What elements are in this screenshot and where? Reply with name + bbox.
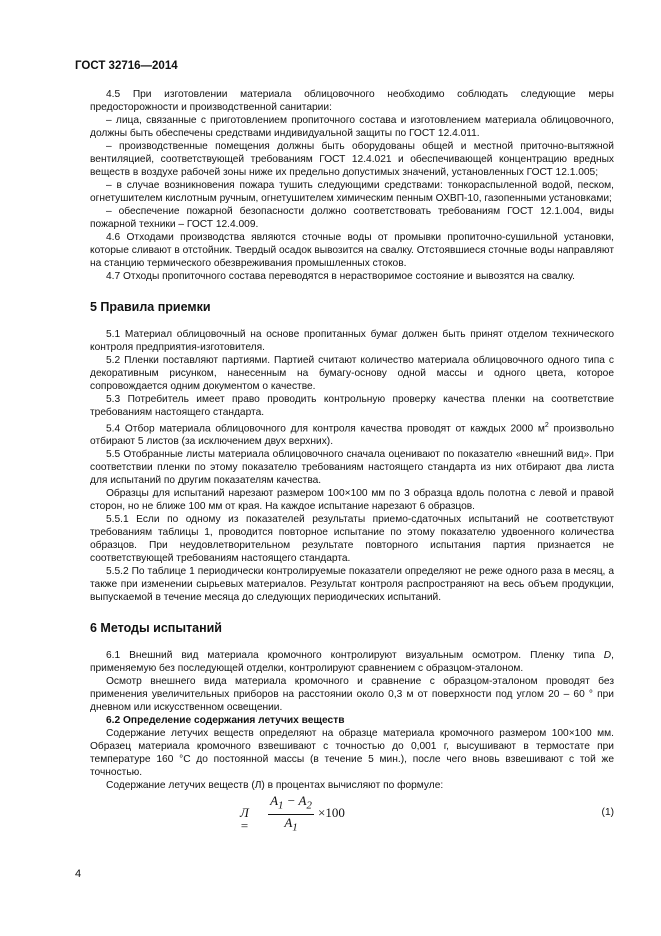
formula-denominator [268,815,314,835]
formula-minus: − [283,793,299,809]
superscript: 2 [544,422,549,429]
subsection-heading-6-2: 6.2 Определение содержания летучих веществ [106,715,345,727]
paragraph-5-3: 5.3 Потребитель имеет право проводить контрольную проверку качества пленки на соответствие требованиям настоящего стандарта. [90,394,614,418]
paragraph-6-2: Содержание летучих веществ определяют на образце материала кромочного размером 100×100 мм. Образец материала кромочного взвешивают с точностью до 0,001 г, высушивают в термостате при температуре 160 °С до постоянной массы (в течение 5 мин.), после чего вновь взвешивают с той же точностью. [90,728,614,779]
formula-rhs: ×100 [318,805,345,821]
paragraph-6-1-text: 6.1 Внешний вид материала кромочного контролируют визуальным осмотром. Пленку типа [106,650,604,662]
paragraph-4-7: 4.7 Отходы пропиточного состава переводятся в нерастворимое состояние и вывозятся на свалку. [106,271,575,282]
document-header: ГОСТ 32716—2014 [75,60,178,72]
paragraph-4-6: 4.6 Отходами производства являются сточные воды от промывки пропиточно-сушильной установки, которые сливают в отстойник. Твердый осадок вывозится на свалку. Отстоявшиеся сточные воды направляют на станцию термического обезвреживания промышленных стоков. [90,232,614,269]
paragraph-5-5-samples: Образцы для испытаний нарезают размером 100×100 мм по 3 образца вдоль полотна с левой и правой сторон, но не ближе 100 мм от края. На каждое испытание нарезают 6 образцов. [90,488,614,513]
formula-var: A [284,814,293,830]
formula-sub: 1 [278,799,284,812]
paragraph-4-5: 4.5 При изготовлении материала облицовочного необходимо соблюдать следующие меры предосторожности и производственной санитарии: [90,89,614,113]
formula-1 [90,794,614,838]
formula-lhs: Л = [240,805,249,834]
list-item: – обеспечение пожарной безопасности должно соответствовать требованиям ГОСТ 12.1.004, виды пожарной техники – ГОСТ 12.4.009. [90,206,614,230]
formula-numerator [268,794,314,815]
formula-sub: 1 [292,821,298,834]
formula-var: A [298,793,307,809]
paragraph-5-5-1: 5.5.1 Если по одному из показателей результаты приемо-сдаточных испытаний не соответствуют требованиям таблицы 1, проводится повторное испытание по этому показателю удвоенного количества образцов. При неудовлетворительном результате повторного испытания партия признается не соответствующей требованиям настоящего стандарта. [90,514,614,565]
paragraph-5-5-2: 5.5.2 По таблице 1 периодически контролируемые показатели определяют не реже одного раза в месяц, а также при изменении сырьевых материалов. Результат контроля распространяют на весь объем продукции, выпускаемой в течение месяца до следующих периодических испытаний. [90,566,614,604]
document-body [90,88,614,838]
list-item: – производственные помещения должны быть оборудованы общей и местной приточно-вытяжной вентиляцией, соответствующей требованиям ГОСТ 12.4.021 и обеспечивающей концентрацию вредных веществ в воздухе рабочей зоны ниже их предельно допустимых значений, установленных ГОСТ 12.1.005; [90,141,614,178]
list-item: – лица, связанные с приготовлением пропиточного состава и изготовлением материала облицовочного, должны быть обеспечены средствами индивидуальной защиты по ГОСТ 12.4.011. [90,115,614,139]
paragraph-5-2: 5.2 Пленки поставляют партиями. Партией считают количество материала облицовочного одного типа с декоративным рисунком, нанесенным на бумагу-основу одной массы и одного цвета, которое сопровождается одним документом о качестве. [90,355,614,392]
list-item: – в случае возникновения пожара тушить следующими средствами: тонкораспыленной водой, песком, огнетушителем кислотным ручным, огнетушителем химическим пенным ОХВП-10, газопенными установками; [90,180,614,204]
paragraph-6-1-inspection: Осмотр внешнего вида материала кромочного и сравнение с образцом-эталоном проводят без применения увеличительных приборов на расстоянии около 0,3 м от поверхности под углом 20 – 60 ° при дневном или искусственном освещении. [90,676,614,714]
paragraph-6-2-formula-intro: Содержание летучих веществ (Л) в процентах вычисляют по формуле: [106,780,444,792]
section-heading-6: 6 Методы испытаний [90,621,222,636]
paragraph-5-5: 5.5 Отобранные листы материала облицовочного сначала оценивают по показателю «внешний вид». При соответствии пленки по этому показателю требованиям настоящего стандарта из них отбирают два листа для испытаний по другим показателям качества. [90,449,614,487]
formula-number: (1) [601,807,614,819]
section-heading-5: 5 Правила приемки [90,300,211,314]
paragraph-6-1 [90,649,614,675]
page-number: 4 [75,868,82,880]
paragraph-5-1: 5.1 Материал облицовочный на основе пропитанных бумаг должен быть принят отделом технического контроля предприятия-изготовителя. [90,329,614,353]
paragraph-6-1-tail: , применяемую без последующей отделки, контролируют сравнением с образцом-эталоном. [90,650,614,675]
paragraph-5-4-tail: произвольно отбирают 5 листов (за исключением двух верхних). [90,423,614,448]
paragraph-5-4-text: 5.4 Отбор материала облицовочного для контроля качества проводят от каждых 2000 м [106,423,545,435]
formula-fraction [268,794,314,834]
film-type-d: D [603,650,612,662]
formula-sub: 2 [306,799,312,812]
paragraph-5-4 [90,419,614,448]
formula-var: A [270,793,279,809]
